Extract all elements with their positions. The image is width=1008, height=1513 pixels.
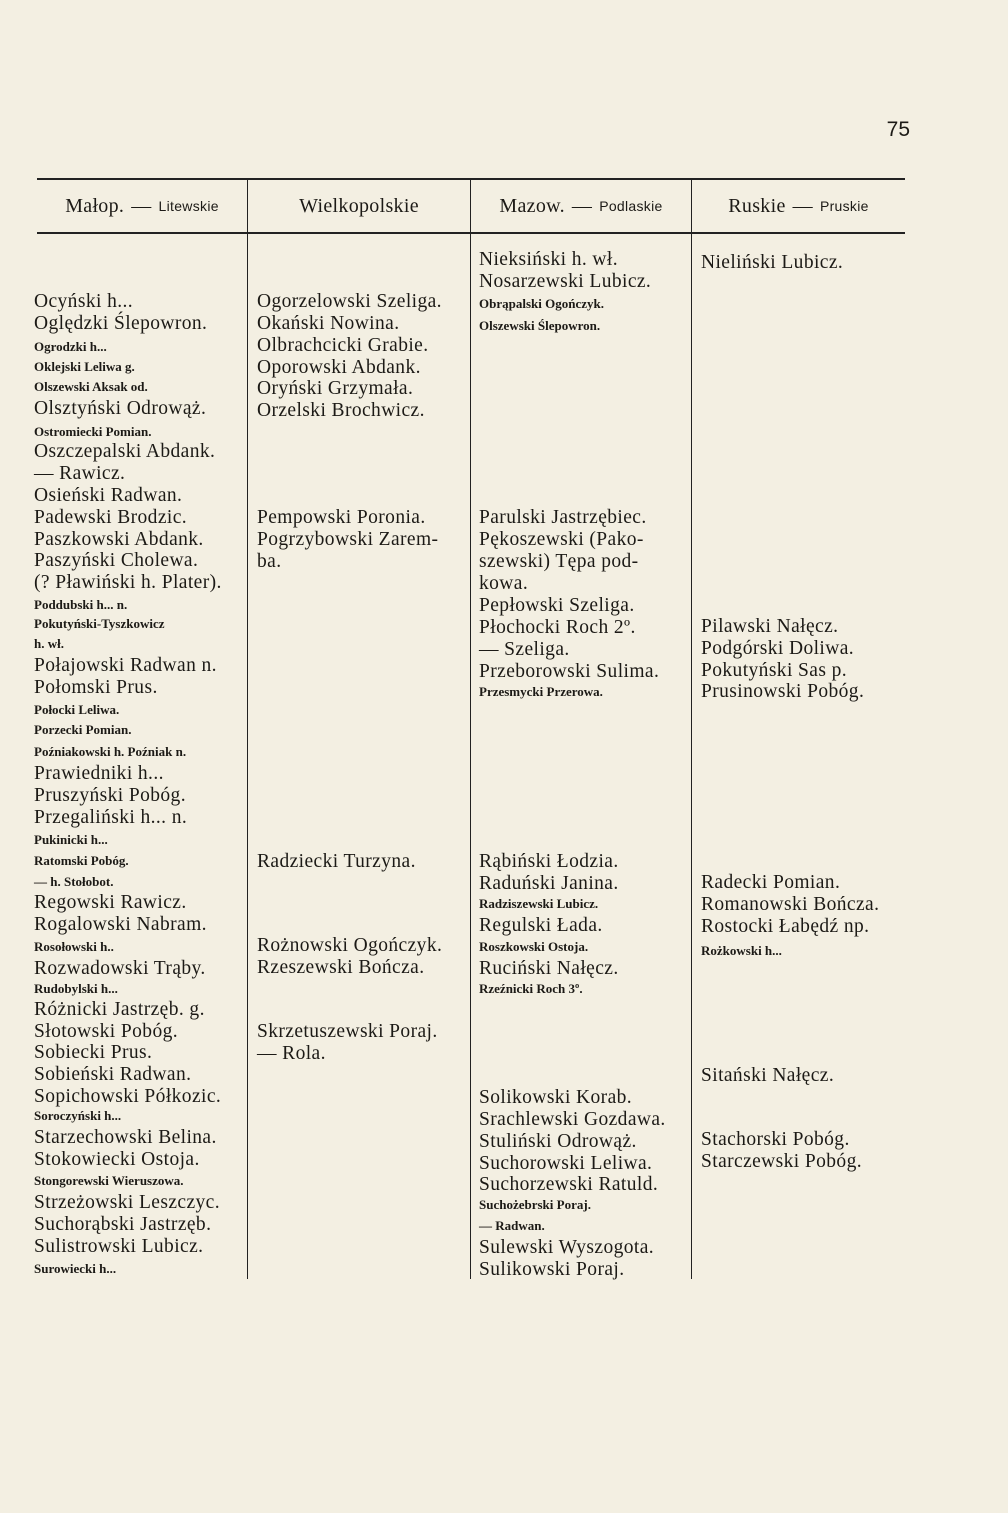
entry-malop: Połajowski Radwan n. (34, 655, 217, 676)
entry-malop: Połomski Prus. (34, 677, 158, 698)
entry-mazow: Przeborowski Sulima. (479, 661, 660, 682)
entry-malop: Soroczyński h... (34, 1108, 122, 1123)
entry-wielkopolskie: Orzelski Brochwicz. (257, 400, 425, 421)
entry-malop: Rozwadowski Trąby. (34, 958, 206, 979)
entry-malop: Stokowiecki Ostoja. (34, 1149, 200, 1170)
entry-malop: Różnicki Jastrzęb. g. (34, 999, 205, 1020)
column-header-mazow (471, 186, 691, 226)
entry-mazow: Solikowski Korab. (479, 1087, 633, 1108)
entry-malop: Poźniakowski h. Poźniak n. (34, 744, 187, 759)
entry-mazow: Suchorzewski Ratuld. (479, 1174, 659, 1195)
entry-mazow: kowa. (479, 573, 529, 594)
header-dash: — (792, 194, 813, 217)
entry-malop: Strzeżowski Leszczyc. (34, 1192, 220, 1213)
page-number: 75 (886, 118, 910, 141)
entry-mazow: Obrąpalski Ogończyk. (479, 296, 604, 311)
header-dash: — (571, 194, 593, 217)
top-rule (37, 178, 905, 180)
entry-ruskie: Rożkowski h... (701, 943, 782, 958)
entry-malop: Olsztyński Odrowąż. (34, 398, 207, 419)
entry-malop: Poddubski h... n. (34, 597, 128, 612)
entry-ruskie: Starczewski Pobóg. (701, 1151, 863, 1172)
entry-malop: — h. Stołobot. (34, 874, 114, 889)
entry-mazow: Pękoszewski (Pako- (479, 529, 644, 550)
header-bottom-rule (37, 232, 905, 234)
entry-wielkopolskie: Oporowski Abdank. (257, 357, 421, 378)
entry-wielkopolskie: Okański Nowina. (257, 313, 400, 334)
entry-wielkopolskie: Pogrzybowski Zarem- (257, 529, 439, 550)
entry-malop: Olszewski Aksak od. (34, 379, 148, 394)
header-sub: Pruskie (819, 198, 869, 214)
entry-wielkopolskie: Rożnowski Ogończyk. (257, 935, 443, 956)
header-main: Wielkopolskie (299, 194, 419, 217)
entry-malop: Słotowski Pobóg. (34, 1021, 179, 1042)
entry-malop: Przegaliński h... n. (34, 807, 188, 828)
entry-malop: Rosołowski h.. (34, 939, 114, 954)
entry-mazow: Płochocki Roch 2º. (479, 617, 636, 638)
entry-mazow: — Radwan. (479, 1218, 545, 1233)
entry-malop: Stongorewski Wieruszowa. (34, 1173, 184, 1188)
entry-mazow: Olszewski Ślepowron. (479, 318, 601, 333)
entry-wielkopolskie: ba. (257, 551, 282, 572)
entry-mazow: Srachlewski Gozdawa. (479, 1109, 666, 1130)
entry-malop: Oklejski Leliwa g. (34, 359, 135, 374)
entry-malop: Ratomski Pobóg. (34, 853, 129, 868)
entry-malop: Surowiecki h... (34, 1261, 117, 1276)
entry-mazow: Przesmycki Przerowa. (479, 684, 603, 699)
entry-malop: Regowski Rawicz. (34, 892, 187, 913)
entry-mazow: Raduński Janina. (479, 873, 619, 894)
entry-wielkopolskie: Radziecki Turzyna. (257, 851, 416, 872)
entry-mazow: Rzeźnicki Roch 3º. (479, 981, 583, 996)
column-header-malop (37, 186, 247, 226)
entry-wielkopolskie: Pempowski Poronia. (257, 507, 426, 528)
entry-mazow: Regulski Łada. (479, 915, 603, 936)
entry-wielkopolskie: Oryński Grzymała. (257, 378, 414, 399)
entry-malop: h. wł. (34, 636, 64, 651)
entry-malop: Sobiecki Prus. (34, 1042, 153, 1063)
entry-wielkopolskie: Skrzetuszewski Poraj. (257, 1021, 438, 1042)
entry-ruskie: Rostocki Łabędź np. (701, 916, 870, 937)
entry-mazow: Roszkowski Ostoja. (479, 939, 589, 954)
entry-wielkopolskie: Ogorzelowski Szeliga. (257, 291, 442, 312)
entry-malop: Sulistrowski Lubicz. (34, 1236, 204, 1257)
entry-mazow: Stuliński Odrowąż. (479, 1131, 637, 1152)
entry-malop: Ostromiecki Pomian. (34, 424, 152, 439)
entry-malop: Suchorąbski Jastrzęb. (34, 1214, 212, 1235)
entry-mazow: Suchorowski Leliwa. (479, 1153, 653, 1174)
entry-mazow: Sulewski Wyszogota. (479, 1237, 655, 1258)
entry-ruskie: Pokutyński Sas p. (701, 660, 848, 681)
entry-wielkopolskie: Rzeszewski Bończa. (257, 957, 425, 978)
entry-malop: Połocki Leliwa. (34, 702, 120, 717)
header-dash: — (131, 194, 152, 217)
entry-malop: Prawiedniki h... (34, 763, 164, 784)
entry-malop: — Rawicz. (34, 463, 126, 484)
entry-malop: Oszczepalski Abdank. (34, 441, 216, 462)
header-main: Ruskie (728, 194, 786, 217)
header-sub: Podlaskie (599, 198, 663, 214)
entry-mazow: Rąbiński Łodzia. (479, 851, 619, 872)
entry-malop: (? Pławiński h. Plater). (34, 572, 222, 593)
entry-malop: Ogrodzki h... (34, 339, 107, 354)
column-divider-2 (470, 179, 471, 1279)
header-main: Małop. (65, 194, 125, 217)
entry-malop: Pokutyński-Tyszkowicz (34, 616, 165, 631)
entry-mazow: Suchożebrski Poraj. (479, 1197, 591, 1212)
entry-malop: Ocyński h... (34, 291, 134, 312)
entry-malop: Rogalowski Nabram. (34, 914, 207, 935)
header-sub: Litewskie (158, 198, 219, 214)
column-header-wielkopolskie (248, 186, 470, 226)
entry-ruskie: Radecki Pomian. (701, 872, 841, 893)
entry-malop: Osieński Radwan. (34, 485, 183, 506)
entry-ruskie: Pilawski Nałęcz. (701, 616, 839, 637)
entry-ruskie: Romanowski Bończa. (701, 894, 880, 915)
entry-mazow: Radziszewski Lubicz. (479, 896, 599, 911)
entry-malop: Pukinicki h... (34, 832, 108, 847)
entry-ruskie: Sitański Nałęcz. (701, 1065, 835, 1086)
entry-wielkopolskie: — Rola. (257, 1043, 326, 1064)
entry-malop: Porzecki Pomian. (34, 722, 132, 737)
entry-ruskie: Podgórski Doliwa. (701, 638, 855, 659)
entry-malop: Paszkowski Abdank. (34, 529, 204, 550)
column-divider-1 (247, 179, 248, 1279)
entry-malop: Sobieński Radwan. (34, 1064, 192, 1085)
entry-mazow: Pepłowski Szeliga. (479, 595, 635, 616)
entry-mazow: Parulski Jastrzębiec. (479, 507, 647, 528)
column-divider-3 (691, 179, 692, 1279)
entry-ruskie: Stachorski Pobóg. (701, 1129, 850, 1150)
entry-malop: Starzechowski Belina. (34, 1127, 217, 1148)
header-main: Mazow. (499, 194, 565, 217)
entry-wielkopolskie: Olbrachcicki Grabie. (257, 335, 429, 356)
entry-mazow: Nosarzewski Lubicz. (479, 271, 652, 292)
entry-mazow: szewski) Tępa pod- (479, 551, 639, 572)
entry-mazow: — Szeliga. (479, 639, 570, 660)
entry-mazow: Ruciński Nałęcz. (479, 958, 619, 979)
entry-malop: Rudobylski h... (34, 981, 118, 996)
entry-malop: Sopichowski Półkozic. (34, 1086, 222, 1107)
entry-malop: Padewski Brodzic. (34, 507, 188, 528)
entry-mazow: Sulikowski Poraj. (479, 1259, 625, 1280)
column-header-ruskie (692, 186, 905, 226)
entry-malop: Pruszyński Pobóg. (34, 785, 186, 806)
entry-ruskie: Prusinowski Pobóg. (701, 681, 865, 702)
entry-mazow: Nieksiński h. wł. (479, 249, 618, 270)
entry-malop: Paszyński Cholewa. (34, 550, 199, 571)
entry-ruskie: Nieliński Lubicz. (701, 252, 844, 273)
entry-malop: Oględzki Ślepowron. (34, 313, 208, 334)
